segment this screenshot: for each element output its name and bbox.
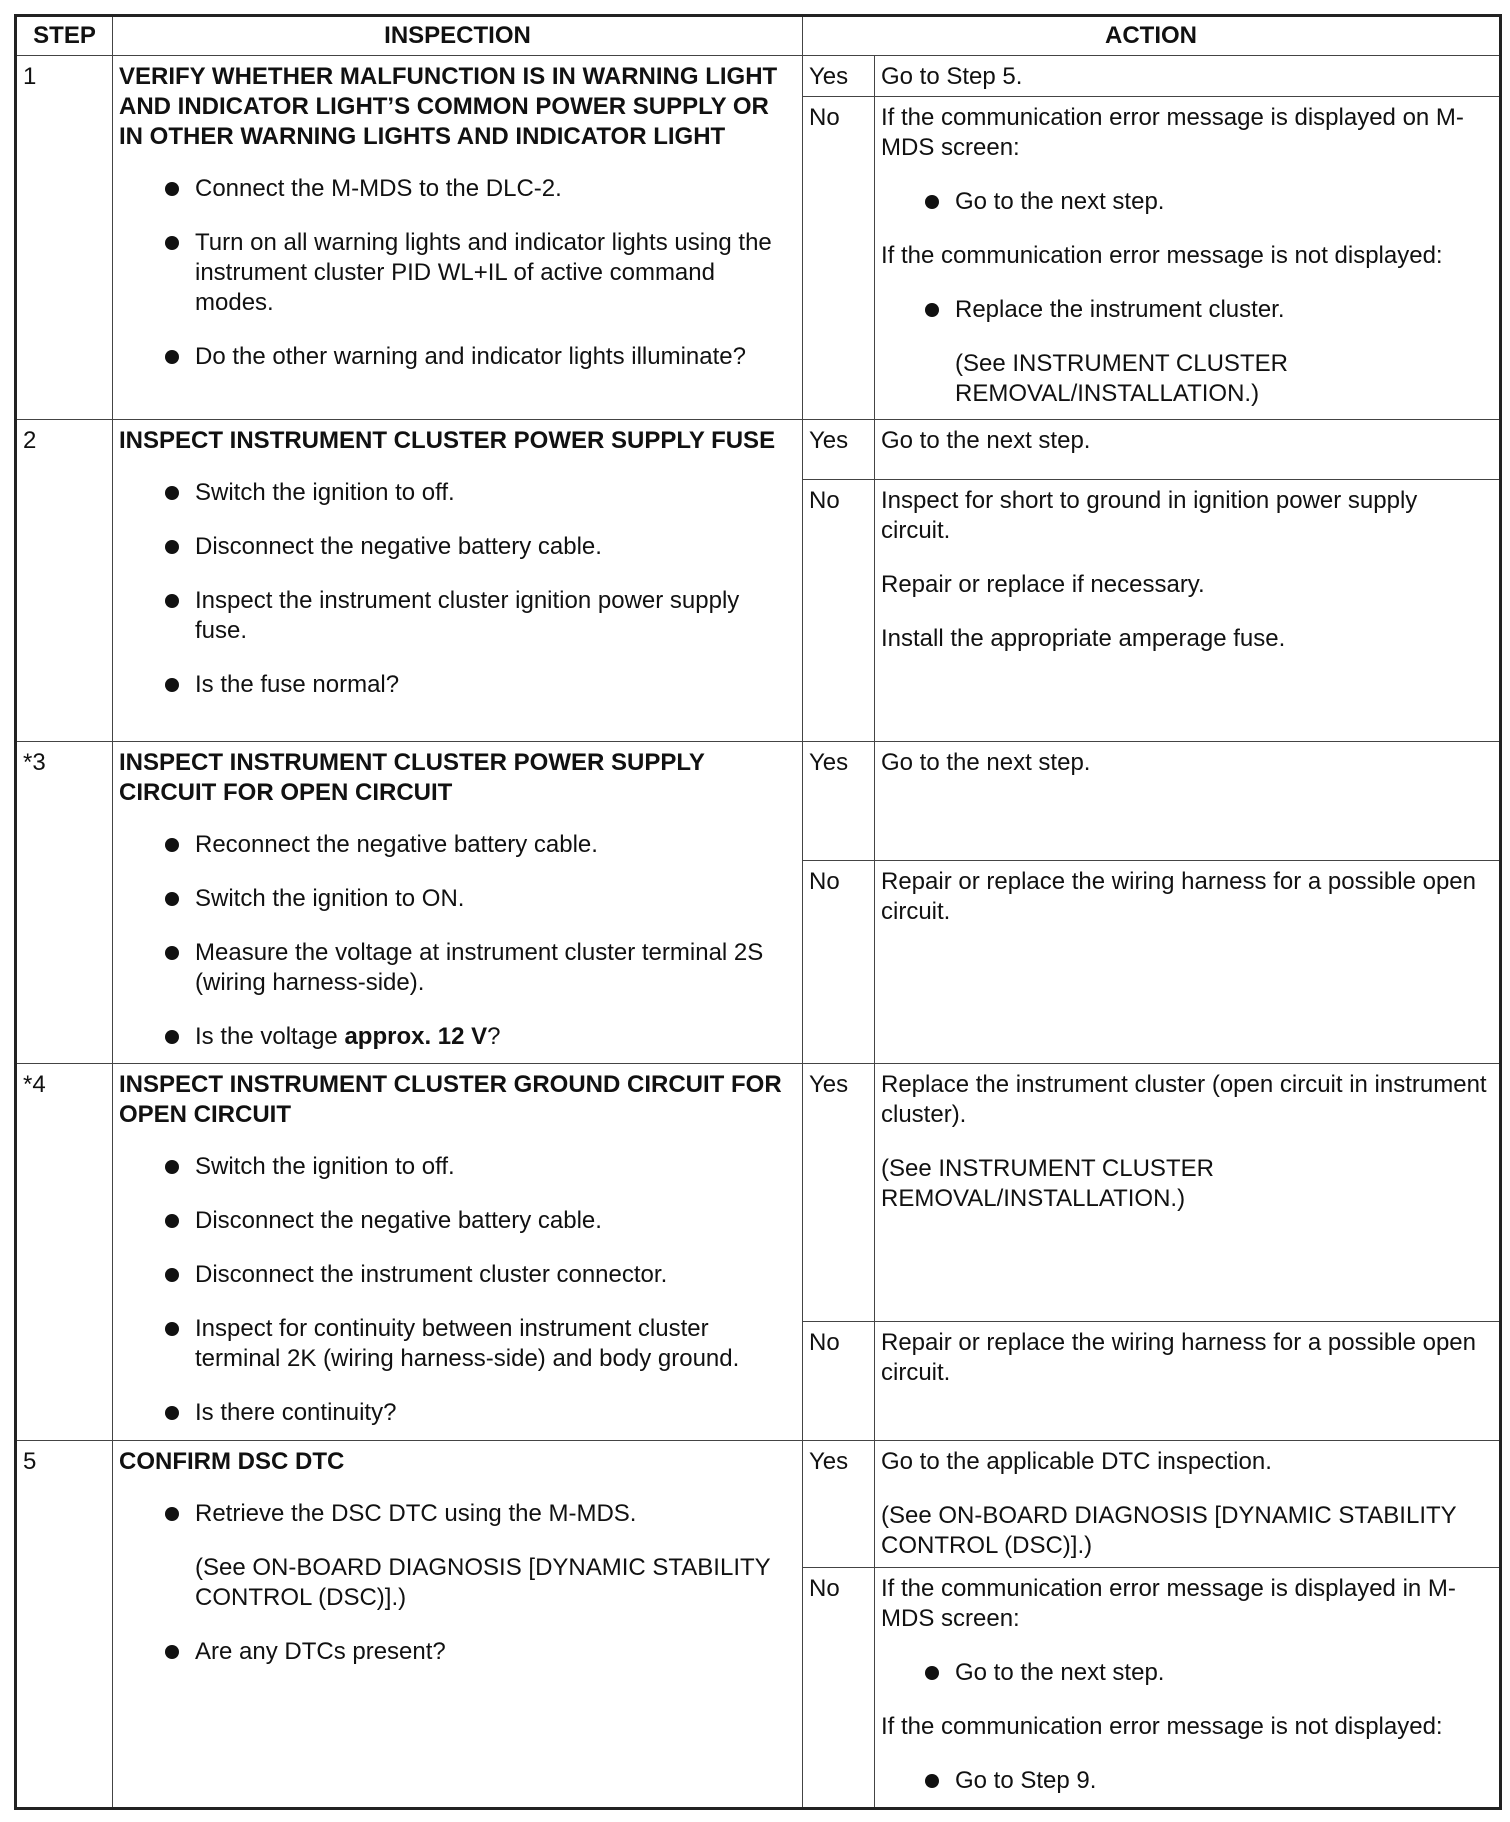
list-item: Switch the ignition to off. xyxy=(165,1152,796,1182)
list-item: Go to Step 9. xyxy=(925,1766,1493,1796)
list-item: Retrieve the DSC DTC using the M-MDS. (See ON-BOARD DIAGNOSIS [DYNAMIC STABILITY CONTROL (DSC)].) xyxy=(165,1499,796,1613)
step-4-yes-row xyxy=(16,1064,1501,1322)
no-label: No xyxy=(803,97,875,420)
list-item: Disconnect the instrument cluster connector. xyxy=(165,1260,796,1290)
inspection-list xyxy=(119,174,796,372)
reference-text: (See INSTRUMENT CLUSTER REMOVAL/INSTALLATION.) xyxy=(881,1155,1214,1212)
bullet-icon xyxy=(165,1645,179,1659)
reference-text: (See ON-BOARD DIAGNOSIS [DYNAMIC STABILITY CONTROL (DSC)].) xyxy=(195,1554,771,1611)
yes-action xyxy=(875,1064,1501,1322)
inspection-title: INSPECT INSTRUMENT CLUSTER GROUND CIRCUIT FOR OPEN CIRCUIT xyxy=(119,1071,782,1128)
bullet-icon xyxy=(165,1160,179,1174)
bullet-icon xyxy=(165,182,179,196)
step-3-yes-row xyxy=(16,742,1501,861)
list-item: Reconnect the negative battery cable. xyxy=(165,830,796,860)
step-number: 1 xyxy=(16,56,113,420)
yes-action xyxy=(875,1441,1501,1568)
no-label: No xyxy=(803,861,875,1064)
list-item: Disconnect the negative battery cable. xyxy=(165,532,796,562)
header-step: STEP xyxy=(16,16,113,56)
bullet-icon xyxy=(165,350,179,364)
inspection-list xyxy=(119,830,796,1052)
step-inspection xyxy=(113,56,803,420)
action-text: If the communication error message is displayed in M-MDS screen: xyxy=(881,1575,1456,1632)
header-action: ACTION xyxy=(803,16,1501,56)
list-item: Go to the next step. xyxy=(925,1658,1493,1688)
step-number: 5 xyxy=(16,1441,113,1809)
bullet-icon xyxy=(165,1507,179,1521)
voltage-value: approx. 12 V xyxy=(344,1023,488,1050)
step-number: *4 xyxy=(16,1064,113,1441)
bullet-icon xyxy=(165,540,179,554)
no-action xyxy=(875,97,1501,420)
no-action: Repair or replace the wiring harness for a possible open circuit. xyxy=(875,861,1501,1064)
no-action: Repair or replace the wiring harness for a possible open circuit. xyxy=(875,1322,1501,1441)
step-number: *3 xyxy=(16,742,113,1064)
bullet-icon xyxy=(925,1774,939,1788)
action-text: Inspect for short to ground in ignition power supply circuit. xyxy=(881,487,1418,544)
no-label: No xyxy=(803,1568,875,1809)
step-5-yes-row xyxy=(16,1441,1501,1568)
action-text: Repair or replace if necessary. xyxy=(881,571,1205,598)
list-item: Replace the instrument cluster. (See INSTRUMENT CLUSTER REMOVAL/INSTALLATION.) xyxy=(925,295,1493,409)
bullet-icon xyxy=(165,1322,179,1336)
yes-action: Go to Step 5. xyxy=(875,56,1501,97)
inspection-title: VERIFY WHETHER MALFUNCTION IS IN WARNING LIGHT AND INDICATOR LIGHT’S COMMON POWER SUPPLY OR IN OTHER WARNING LIGHTS AND INDICATOR LIGHT xyxy=(119,63,778,150)
diagnostic-table xyxy=(14,14,1502,1810)
header-row xyxy=(16,16,1501,56)
list-item: Turn on all warning lights and indicator lights using the instrument cluster PID WL+IL of active command modes. xyxy=(165,228,796,318)
bullet-icon xyxy=(165,678,179,692)
bullet-icon xyxy=(165,946,179,960)
reference-text: (See INSTRUMENT CLUSTER REMOVAL/INSTALLATION.) xyxy=(955,350,1288,407)
bullet-icon xyxy=(165,1030,179,1044)
action-text: Install the appropriate amperage fuse. xyxy=(881,625,1286,652)
bullet-icon xyxy=(165,236,179,250)
inspection-list xyxy=(119,478,796,700)
list-item: Is the fuse normal? xyxy=(165,670,796,700)
step-number: 2 xyxy=(16,420,113,742)
no-label: No xyxy=(803,1322,875,1441)
action-text: Go to the applicable DTC inspection. xyxy=(881,1448,1272,1475)
list-item: Is there continuity? xyxy=(165,1398,796,1428)
step-2-yes-row xyxy=(16,420,1501,480)
yes-label: Yes xyxy=(803,742,875,861)
inspection-title: CONFIRM DSC DTC xyxy=(119,1448,345,1475)
action-text: Replace the instrument cluster (open circuit in instrument cluster). xyxy=(881,1071,1487,1128)
bullet-icon xyxy=(165,1214,179,1228)
action-text: If the communication error message is not displayed: xyxy=(881,1713,1443,1740)
inspection-list xyxy=(119,1499,796,1667)
step-inspection xyxy=(113,742,803,1064)
bullet-icon xyxy=(925,303,939,317)
header-inspection: INSPECTION xyxy=(113,16,803,56)
bullet-icon xyxy=(925,1666,939,1680)
list-item: Disconnect the negative battery cable. xyxy=(165,1206,796,1236)
step-inspection xyxy=(113,1064,803,1441)
list-item: Measure the voltage at instrument cluster terminal 2S (wiring harness-side). xyxy=(165,938,796,998)
step-inspection xyxy=(113,1441,803,1809)
bullet-icon xyxy=(925,195,939,209)
yes-action: Go to the next step. xyxy=(875,420,1501,480)
list-item: Connect the M-MDS to the DLC-2. xyxy=(165,174,796,204)
step-1-yes-row xyxy=(16,56,1501,97)
inspection-title: INSPECT INSTRUMENT CLUSTER POWER SUPPLY CIRCUIT FOR OPEN CIRCUIT xyxy=(119,749,705,806)
step-inspection xyxy=(113,420,803,742)
reference-text: (See ON-BOARD DIAGNOSIS [DYNAMIC STABILITY CONTROL (DSC)].) xyxy=(881,1502,1457,1559)
list-item: Are any DTCs present? xyxy=(165,1637,796,1667)
bullet-icon xyxy=(165,892,179,906)
action-text: If the communication error message is displayed on M-MDS screen: xyxy=(881,104,1464,161)
list-item: Switch the ignition to ON. xyxy=(165,884,796,914)
action-text: If the communication error message is not displayed: xyxy=(881,242,1443,269)
list-item: Is the voltage approx. 12 V? xyxy=(165,1022,796,1052)
list-item: Go to the next step. xyxy=(925,187,1493,217)
list-item: Inspect for continuity between instrument cluster terminal 2K (wiring harness-side) and body ground. xyxy=(165,1314,796,1374)
bullet-icon xyxy=(165,486,179,500)
list-item: Inspect the instrument cluster ignition power supply fuse. xyxy=(165,586,796,646)
list-item: Do the other warning and indicator lights illuminate? xyxy=(165,342,796,372)
yes-action: Go to the next step. xyxy=(875,742,1501,861)
no-label: No xyxy=(803,480,875,742)
bullet-icon xyxy=(165,1268,179,1282)
no-action xyxy=(875,480,1501,742)
bullet-icon xyxy=(165,594,179,608)
list-item: Switch the ignition to off. xyxy=(165,478,796,508)
yes-label: Yes xyxy=(803,1441,875,1568)
bullet-icon xyxy=(165,838,179,852)
inspection-title: INSPECT INSTRUMENT CLUSTER POWER SUPPLY FUSE xyxy=(119,427,776,454)
yes-label: Yes xyxy=(803,1064,875,1322)
yes-label: Yes xyxy=(803,56,875,97)
inspection-list xyxy=(119,1152,796,1428)
no-action xyxy=(875,1568,1501,1809)
yes-label: Yes xyxy=(803,420,875,480)
bullet-icon xyxy=(165,1406,179,1420)
